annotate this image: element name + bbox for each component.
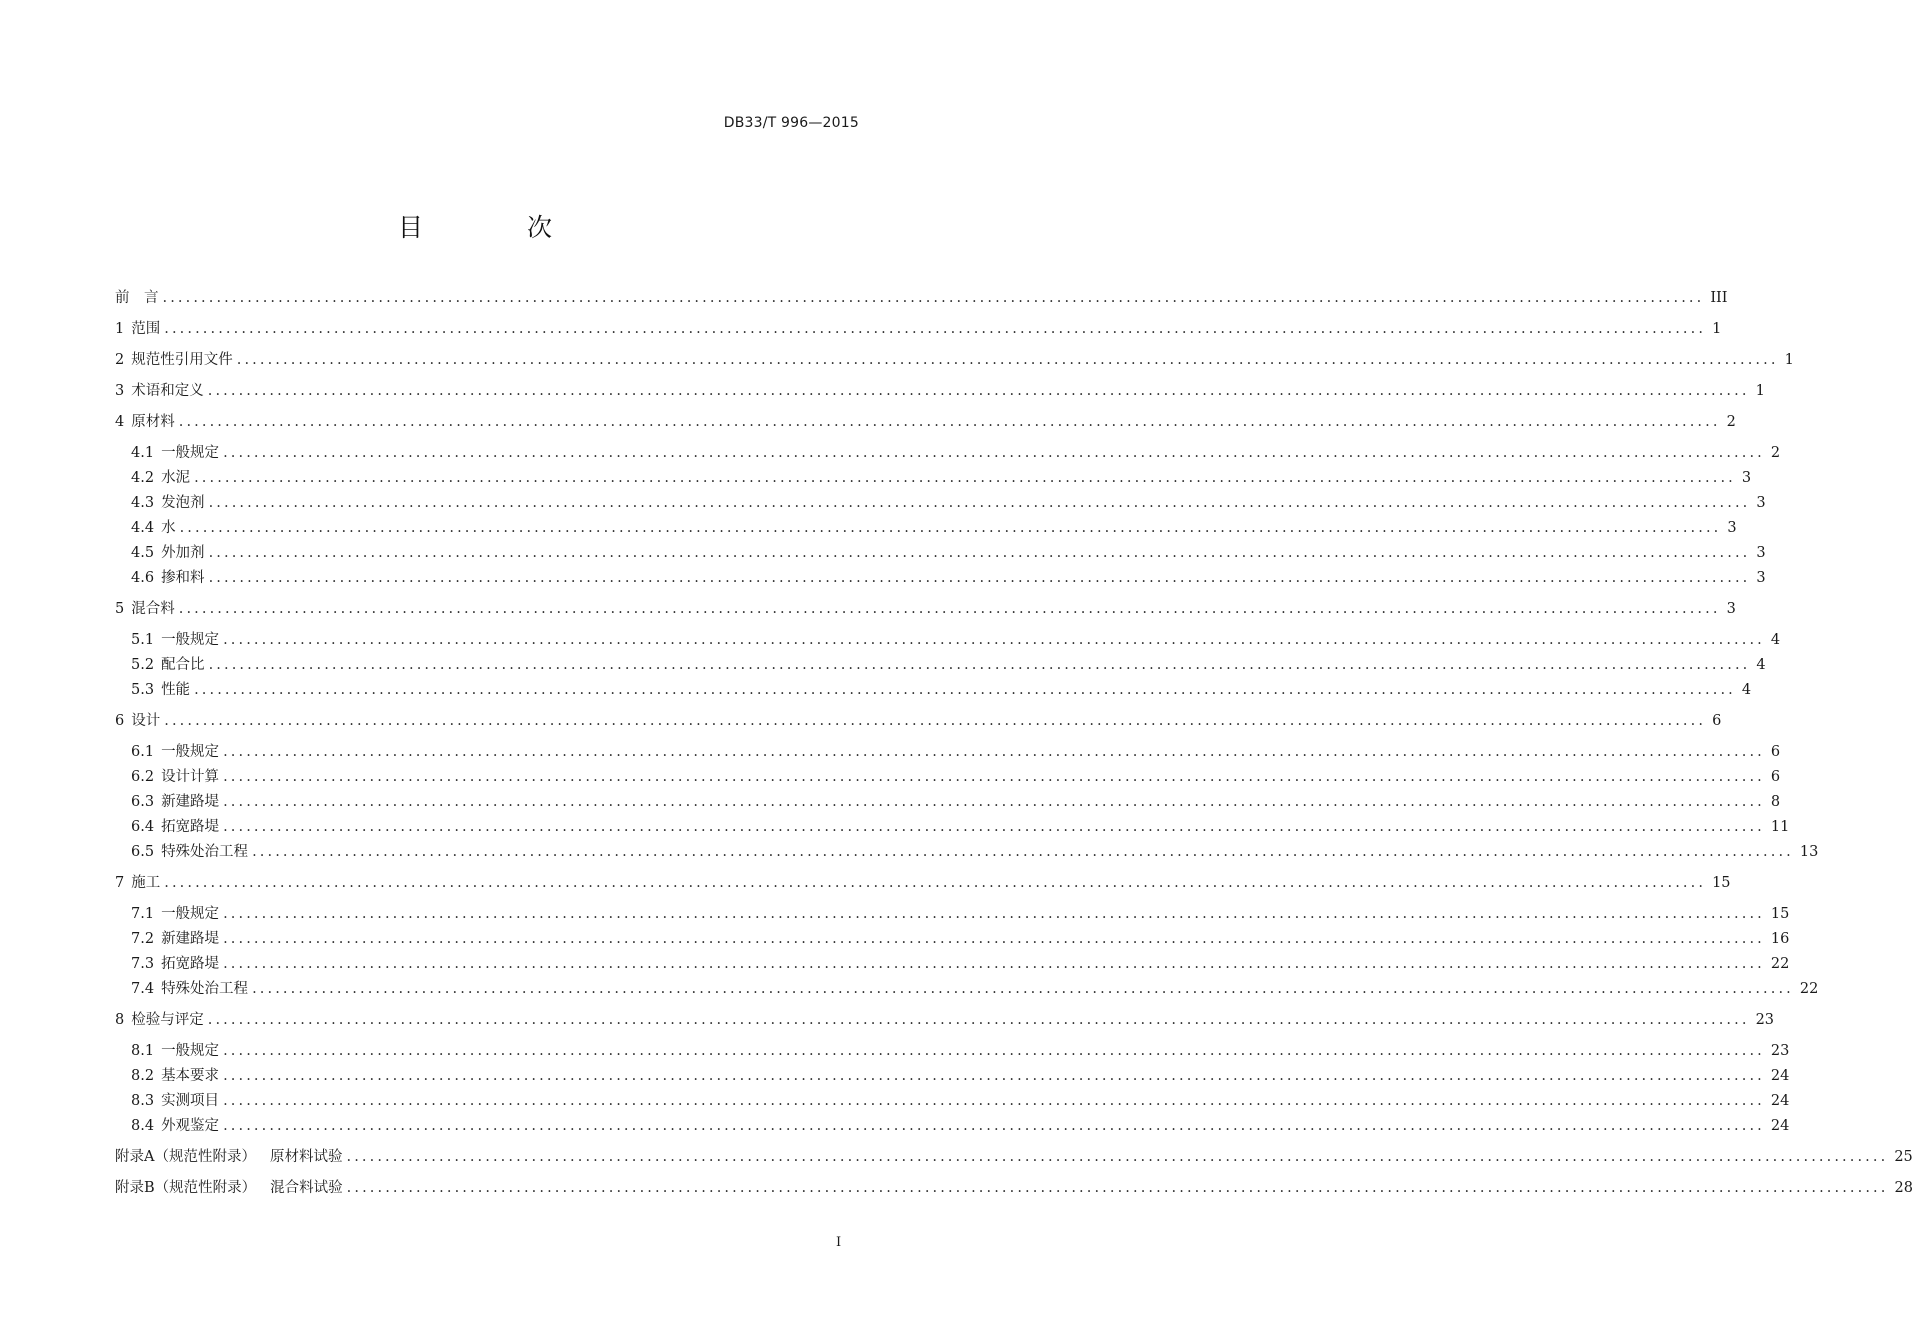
- toc-dot-leader: ........................................................................................................................................................................................................: [223, 931, 1765, 947]
- toc-entry[interactable]: [115, 318, 1722, 340]
- toc-dot-leader: ........................................................................................................................................................................................................: [208, 545, 1751, 561]
- toc-entry-page: 24: [1770, 1093, 1790, 1109]
- toc-entry-page: 3: [1756, 495, 1766, 511]
- toc-entry-number: 附录B（规范性附录）: [115, 1180, 257, 1196]
- toc-entry-number: 4.2: [131, 470, 155, 486]
- toc-entry-label: [131, 1115, 223, 1137]
- toc-dot-leader: ........................................................................................................................................................................................................: [208, 495, 1751, 511]
- toc-entry-page: 13: [1799, 844, 1819, 860]
- toc-entry-label: [115, 380, 208, 402]
- toc-entry[interactable]: [131, 1040, 1790, 1062]
- toc-entry-page: 2: [1726, 414, 1736, 430]
- toc-entry-title: 前 言: [115, 290, 159, 306]
- toc-entry-label: [131, 741, 223, 763]
- toc-entry-number: 4.4: [131, 520, 155, 536]
- toc-dot-leader: ........................................................................................................................................................................................................: [164, 321, 1707, 337]
- toc-dot-leader: ........................................................................................................................................................................................................: [223, 1068, 1765, 1084]
- toc-dot-leader: ........................................................................................................................................................................................................: [178, 601, 1721, 617]
- toc-entry-label: [131, 903, 223, 925]
- toc-entry-label: [131, 791, 223, 813]
- toc-entry-page: 3: [1756, 570, 1766, 586]
- toc-entry-number: 7.3: [131, 956, 155, 972]
- toc-entry-number: 6.2: [131, 769, 155, 785]
- toc-entry-number: 1: [115, 321, 125, 337]
- toc-entry-label: [131, 442, 223, 464]
- toc-entry[interactable]: [115, 380, 1765, 402]
- toc-entry-number: 7.4: [131, 981, 155, 997]
- toc-entry-number: 8.1: [131, 1043, 155, 1059]
- toc-entry-page: 3: [1726, 601, 1736, 617]
- toc-entry-page: 4: [1770, 632, 1781, 648]
- toc-entry-number: 7: [115, 875, 125, 891]
- toc-entry-title: 特殊处治工程: [161, 981, 249, 997]
- toc-entry-page: 22: [1770, 956, 1790, 972]
- toc-entry-page: 24: [1770, 1068, 1790, 1084]
- toc-entry-number: 8.2: [131, 1068, 155, 1084]
- toc-entry-title: 原材料: [131, 414, 175, 430]
- toc-entry-page: 1: [1755, 383, 1765, 399]
- toc-entry-title: 外观鉴定: [161, 1118, 220, 1134]
- toc-entry-title: 一般规定: [161, 445, 220, 461]
- toc-entry-number: 8: [115, 1012, 125, 1028]
- toc-entry[interactable]: [131, 467, 1752, 489]
- toc-entry-number: 4.6: [131, 570, 155, 586]
- toc-entry-label: [131, 467, 194, 489]
- toc-entry-number: 5.3: [131, 682, 155, 698]
- toc-entry-title: 范围: [131, 321, 161, 337]
- toc-dot-leader: ........................................................................................................................................................................................................: [223, 1093, 1765, 1109]
- toc-dot-leader: ........................................................................................................................................................................................................: [236, 352, 1779, 368]
- toc-entry-title: 特殊处治工程: [161, 844, 249, 860]
- toc-entry-number: 5.2: [131, 657, 155, 673]
- toc-entry[interactable]: [131, 791, 1781, 813]
- toc-dot-leader: ........................................................................................................................................................................................................: [223, 744, 1765, 760]
- toc-dot-leader: ........................................................................................................................................................................................................: [252, 981, 1794, 997]
- toc-entry-title: 一般规定: [161, 744, 220, 760]
- document-code: DB33/T 996—2015: [723, 115, 859, 131]
- toc-dot-leader: ........................................................................................................................................................................................................: [208, 570, 1751, 586]
- toc-entry[interactable]: [131, 978, 1819, 1000]
- toc-dot-leader: ........................................................................................................................................................................................................: [346, 1180, 1889, 1196]
- toc-entry-title: 一般规定: [161, 1043, 220, 1059]
- toc-entry-page: 22: [1799, 981, 1819, 997]
- toc-entry-number: 5.1: [131, 632, 155, 648]
- toc-entry[interactable]: [131, 766, 1781, 788]
- toc-entry-label: [115, 318, 164, 340]
- toc-dot-leader: ........................................................................................................................................................................................................: [223, 906, 1765, 922]
- toc-entry-page: 4: [1756, 657, 1766, 673]
- toc-entry-page: 11: [1770, 819, 1790, 835]
- toc-entry-label: [131, 1065, 223, 1087]
- toc-entry-title: 配合比: [161, 657, 205, 673]
- toc-entry-title: 掺和料: [161, 570, 205, 586]
- toc-entry-number: 4: [115, 414, 125, 430]
- toc-entry-number: 6.4: [131, 819, 155, 835]
- toc-dot-leader: ........................................................................................................................................................................................................: [164, 713, 1707, 729]
- toc-entry-page: 15: [1712, 875, 1731, 891]
- toc-entry-title: 规范性引用文件: [131, 352, 233, 368]
- toc-entry-number: 2: [115, 352, 125, 368]
- toc-entry-label: [131, 1040, 223, 1062]
- toc-entry-page: 8: [1770, 794, 1781, 810]
- toc-entry[interactable]: [131, 841, 1819, 863]
- toc-entry-title: 外加剂: [161, 545, 205, 561]
- toc-entry[interactable]: [131, 1090, 1790, 1112]
- toc-entry-title: 检验与评定: [131, 1012, 204, 1028]
- toc-entry-number: 6.1: [131, 744, 155, 760]
- toc-entry-page: 2: [1770, 445, 1781, 461]
- toc-entry[interactable]: [131, 654, 1766, 676]
- toc-entry[interactable]: [115, 710, 1722, 732]
- toc-entry-title: 实测项目: [161, 1093, 220, 1109]
- toc-entry[interactable]: [131, 542, 1766, 564]
- toc-entry[interactable]: [131, 629, 1781, 651]
- toc-entry-title: 混合料: [131, 601, 175, 617]
- toc-dot-leader: ........................................................................................................................................................................................................: [223, 632, 1765, 648]
- toc-entry-title: 基本要求: [161, 1068, 220, 1084]
- toc-entry-page: 16: [1770, 931, 1790, 947]
- toc-entry-number: 8.4: [131, 1118, 155, 1134]
- toc-entry-label: [115, 411, 179, 433]
- toc-entry-page: 1: [1784, 352, 1794, 368]
- toc-entry-number: 5: [115, 601, 125, 617]
- toc-entry[interactable]: [115, 598, 1736, 620]
- toc-entry[interactable]: [115, 287, 1728, 309]
- toc-entry-title: 一般规定: [161, 906, 220, 922]
- toc-entry-title: 原材料试验: [269, 1149, 343, 1165]
- toc-entry-label: [131, 654, 209, 676]
- toc-entry-label: [131, 629, 223, 651]
- toc-entry-number: 7.1: [131, 906, 155, 922]
- toc-entry-number: 6.5: [131, 844, 155, 860]
- toc-entry-title: 新建路堤: [161, 794, 220, 810]
- toc-entry-page: 23: [1755, 1012, 1775, 1028]
- toc-entry[interactable]: [131, 1065, 1790, 1087]
- toc-entry[interactable]: [131, 953, 1790, 975]
- toc-entry-title: 发泡剂: [161, 495, 205, 511]
- page-number: I: [836, 1235, 842, 1250]
- toc-entry-label: [131, 567, 209, 589]
- toc-entry-page: 24: [1770, 1118, 1790, 1134]
- toc-entry-number: 3: [115, 383, 125, 399]
- toc-entry-number: 6: [115, 713, 125, 729]
- toc-entry-title: 拓宽路堤: [161, 819, 220, 835]
- toc-entry[interactable]: [115, 411, 1736, 433]
- toc-dot-leader: ........................................................................................................................................................................................................: [207, 1012, 1750, 1028]
- toc-dot-leader: ........................................................................................................................................................................................................: [223, 819, 1765, 835]
- toc-entry-number: 4.1: [131, 445, 155, 461]
- toc-entry-label: [131, 517, 180, 539]
- toc-entry-title: 性能: [161, 682, 191, 698]
- toc-dot-leader: ........................................................................................................................................................................................................: [194, 682, 1736, 698]
- toc-entry-number: 4.3: [131, 495, 155, 511]
- page-title: 目 次: [398, 213, 600, 242]
- toc-entry[interactable]: [131, 492, 1766, 514]
- toc-entry-title: 术语和定义: [131, 383, 204, 399]
- toc-entry[interactable]: [115, 872, 1731, 894]
- toc-entry[interactable]: [131, 442, 1781, 464]
- toc-dot-leader: ........................................................................................................................................................................................................: [178, 414, 1721, 430]
- toc-entry-title: 施工: [131, 875, 161, 891]
- toc-entry-label: [131, 953, 223, 975]
- toc-entry-page: 6: [1770, 769, 1781, 785]
- toc-entry-label: [131, 492, 209, 514]
- toc-entry[interactable]: [131, 1115, 1790, 1137]
- toc-entry-label: [131, 766, 223, 788]
- toc-entry-number: 4.5: [131, 545, 155, 561]
- toc-entry-label: [115, 1146, 346, 1168]
- toc-entry[interactable]: [131, 679, 1752, 701]
- toc-entry-title: 混合料试验: [270, 1180, 343, 1196]
- toc-entry-number: 8.3: [131, 1093, 155, 1109]
- toc-entry[interactable]: [131, 816, 1790, 838]
- toc-entry[interactable]: [131, 741, 1781, 763]
- toc-entry-label: [131, 816, 223, 838]
- toc-dot-leader: ........................................................................................................................................................................................................: [179, 520, 1722, 536]
- toc-entry-label: [115, 710, 164, 732]
- toc-dot-leader: ........................................................................................................................................................................................................: [252, 844, 1794, 860]
- toc-dot-leader: ........................................................................................................................................................................................................: [223, 956, 1765, 972]
- toc-entry-page: 6: [1712, 713, 1722, 729]
- toc-dot-leader: ........................................................................................................................................................................................................: [223, 794, 1765, 810]
- toc-entry-page: 28: [1894, 1180, 1913, 1196]
- toc-entry-title: 设计计算: [161, 769, 220, 785]
- toc-entry-page: 4: [1741, 682, 1752, 698]
- toc-dot-leader: ........................................................................................................................................................................................................: [207, 383, 1750, 399]
- toc-entry-label: [115, 287, 163, 309]
- toc-entry-title: 水: [161, 520, 176, 536]
- toc-entry-label: [131, 928, 223, 950]
- toc-entry-label: [131, 679, 194, 701]
- toc-dot-leader: ........................................................................................................................................................................................................: [162, 290, 1705, 306]
- toc-dot-leader: ........................................................................................................................................................................................................: [164, 875, 1707, 891]
- toc-entry-page: 3: [1741, 470, 1752, 486]
- toc-entry-title: 水泥: [161, 470, 191, 486]
- toc-entry[interactable]: [131, 903, 1790, 925]
- toc-entry-label: [131, 542, 209, 564]
- toc-entry-number: 附录A（规范性附录）: [115, 1149, 256, 1165]
- toc-entry-title: 设计: [131, 713, 161, 729]
- toc-entry-page: 6: [1770, 744, 1781, 760]
- toc-entry-page: 1: [1712, 321, 1722, 337]
- toc-entry-number: 6.3: [131, 794, 155, 810]
- toc-entry-page: 3: [1727, 520, 1737, 536]
- toc-entry-label: [115, 1177, 347, 1199]
- toc-entry-label: [115, 1009, 208, 1031]
- toc-entry-page: III: [1710, 290, 1728, 306]
- toc-entry-page: 23: [1770, 1043, 1790, 1059]
- toc-entry-page: 25: [1894, 1149, 1913, 1165]
- toc-entry[interactable]: [115, 349, 1794, 371]
- toc-dot-leader: ........................................................................................................................................................................................................: [223, 1118, 1765, 1134]
- toc-dot-leader: ........................................................................................................................................................................................................: [223, 769, 1765, 785]
- toc-entry-label: [115, 349, 237, 371]
- toc-entry[interactable]: [115, 1177, 1913, 1199]
- toc-entry[interactable]: [131, 567, 1766, 589]
- toc-entry-page: 3: [1756, 545, 1766, 561]
- toc-entry-label: [115, 872, 164, 894]
- toc-entry-number: 7.2: [131, 931, 155, 947]
- toc-entry[interactable]: [131, 517, 1737, 539]
- toc-entry[interactable]: [115, 1146, 1913, 1168]
- toc-entry-label: [131, 978, 252, 1000]
- toc-entry-page: 15: [1770, 906, 1790, 922]
- toc-entry-label: [115, 598, 179, 620]
- toc-dot-leader: ........................................................................................................................................................................................................: [346, 1149, 1889, 1165]
- toc-dot-leader: ........................................................................................................................................................................................................: [208, 657, 1751, 673]
- toc-dot-leader: ........................................................................................................................................................................................................: [223, 1043, 1765, 1059]
- toc-entry-title: 新建路堤: [161, 931, 220, 947]
- toc-dot-leader: ........................................................................................................................................................................................................: [194, 470, 1736, 486]
- toc-entry-title: 拓宽路堤: [161, 956, 220, 972]
- toc-entry-title: 一般规定: [161, 632, 220, 648]
- toc-entry[interactable]: [131, 928, 1790, 950]
- toc-entry[interactable]: [115, 1009, 1775, 1031]
- toc-entry-label: [131, 841, 252, 863]
- toc-dot-leader: ........................................................................................................................................................................................................: [223, 445, 1765, 461]
- toc-entry-label: [131, 1090, 223, 1112]
